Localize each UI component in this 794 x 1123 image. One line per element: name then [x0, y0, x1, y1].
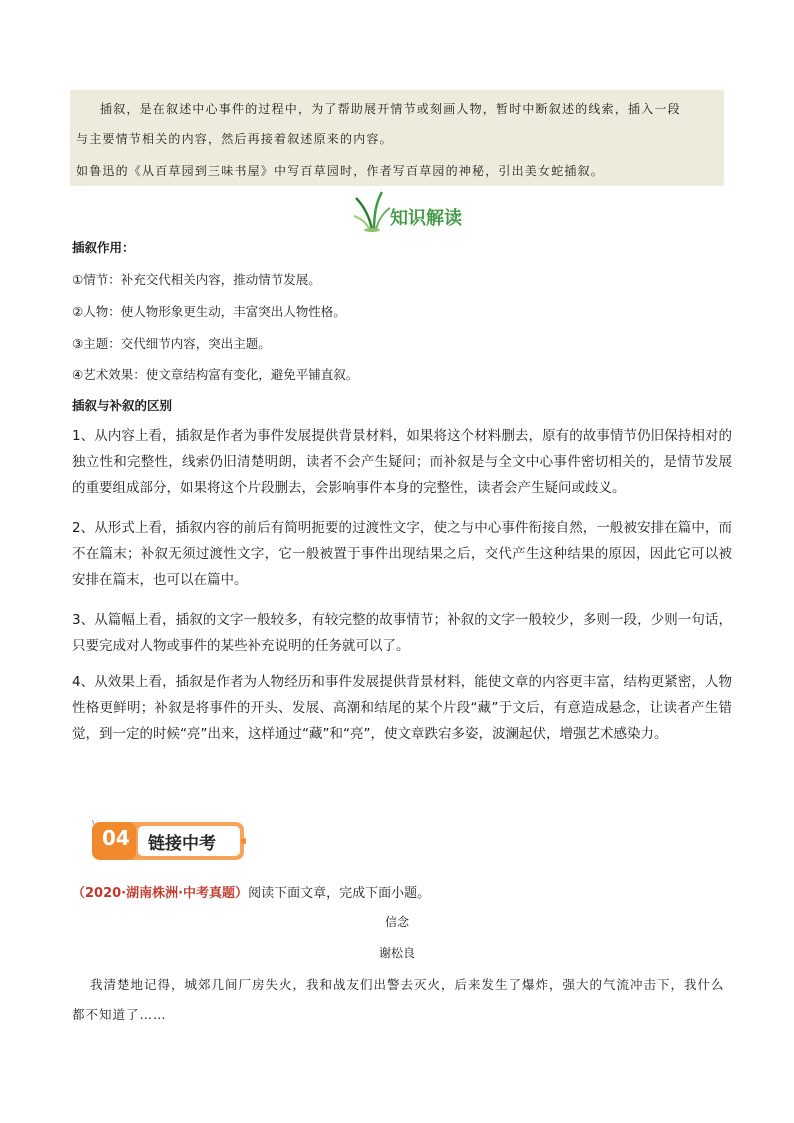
story-title: 信念	[384, 915, 409, 929]
section-badge	[92, 820, 246, 862]
function-item: ④艺术效果：使文章结构富有变化，避免平铺直叙。	[72, 367, 359, 382]
function-item: ②人物：使人物形象更生动，丰富突出人物性格。	[72, 304, 346, 319]
definition-box	[70, 90, 724, 186]
definition-line-3: 如鲁迅的《从百草园到三味书屋》中写百草园时，作者写百草园的神秘，引出美女蛇插叙。	[76, 164, 605, 178]
function-item: ③主题：交代细节内容，突出主题。	[72, 336, 271, 351]
leaf-icon	[352, 188, 392, 232]
difference-paragraph: 3、从篇幅上看，插叙的文字一般较多，有较完整的故事情节；补叙的文字一般较少，多则一段，少则一句话，只要完成对人物或事件的某些补充说明的任务就可以了。	[72, 612, 732, 654]
section-title: 知识解读	[390, 208, 462, 229]
difference-paragraph: 2、从形式上看，插叙内容的前后有简明扼要的过渡性文字，使之与中心事件衔接自然，一般被安排在篇中，而不在篇末；补叙无须过渡性文字，它一般被置于事件出现结果之后，交代产生这种结果的原因，因此它可以被安排在篇末，也可以在篇中。	[72, 520, 732, 588]
functions-heading: 插叙作用：	[72, 240, 135, 255]
difference-heading: 插叙与补叙的区别	[72, 398, 173, 413]
definition-line-2: 与主要情节相关的内容，然后再接着叙述原来的内容。	[76, 132, 393, 146]
story-author: 谢松良	[378, 946, 415, 960]
exam-source: （2020·湖南株洲·中考真题）	[72, 886, 249, 901]
exam-line	[72, 882, 430, 901]
difference-paragraph: 4、从效果上看，插叙是作者为人物经历和事件发展提供背景材料，能使文章的内容更丰富，结构更紧密，人物性格更鲜明；补叙是将事件的开头、发展、高潮和结尾的某个片段“藏”于文后，有意造成悬念，让读者产生错觉，到一定的时候“亮”出来，这样通过“藏”和“亮”，使文章跌宕多姿，波澜起伏，增强艺术感染力。	[72, 674, 732, 742]
badge-label: 链接中考	[148, 834, 216, 854]
exam-instruction: 阅读下面文章，完成下面小题。	[248, 886, 431, 901]
story-text: 我清楚地记得，城郊几间厂房失火，我和战友们出警去灭火，后来发生了爆炸，强大的气流冲击下，我什么都不知道了……	[72, 977, 725, 1022]
badge-number: 04	[102, 826, 130, 850]
section-header	[352, 188, 482, 232]
function-item: ①情节：补充交代相关内容，推动情节发展。	[72, 272, 321, 287]
definition-line-1: 插叙，是在叙述中心事件的过程中，为了帮助展开情节或刻画人物，暂时中断叙述的线索，插入一段	[100, 102, 681, 116]
difference-paragraph: 1、从内容上看，插叙是作者为事件发展提供背景材料，如果将这个材料删去，原有的故事情节仍旧保持相对的独立性和完整性，线索仍旧清楚明朗，读者不会产生疑问；而补叙是与全文中心事件密切相关的，是情节发展的重要组成部分，如果将这个片段删去，会影响事件本身的完整性，读者会产生疑问或歧义。	[72, 428, 732, 496]
